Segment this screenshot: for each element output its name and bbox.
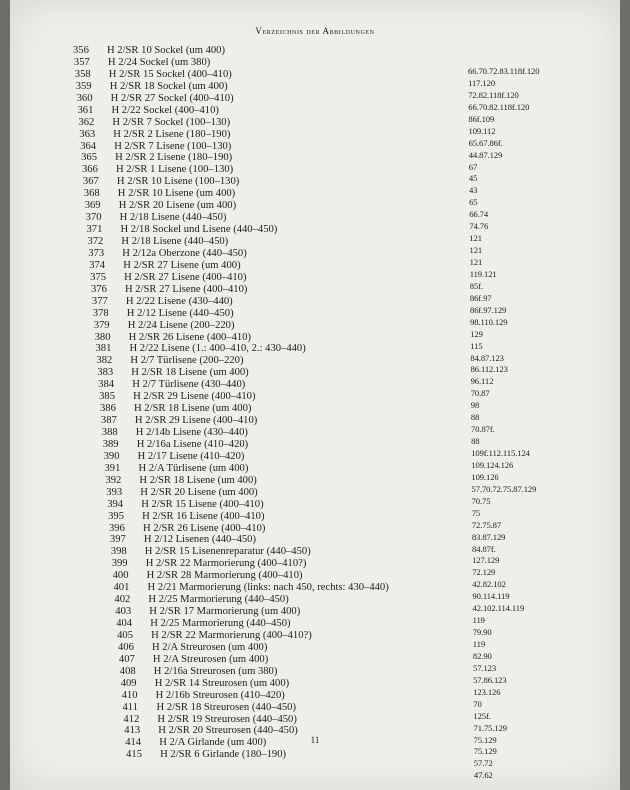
page-reference: 44.87.129 [468, 149, 503, 160]
figure-caption: H 2/SR 27 Lisene (um 400) [123, 259, 241, 271]
figure-number: 379 [93, 319, 110, 331]
figure-number: 408 [119, 665, 136, 677]
page-number: 11 [310, 735, 320, 745]
page-reference: 109.126 [471, 471, 499, 482]
figure-entry [107, 499, 407, 511]
figure-entry [84, 188, 384, 200]
figure-entry [111, 546, 411, 558]
figure-entry [78, 117, 378, 129]
figure-number: 363 [79, 128, 96, 140]
figure-number: 394 [107, 498, 124, 510]
figure-entry [93, 308, 393, 320]
figure-entry [83, 176, 383, 188]
figure-entry [96, 355, 396, 367]
figure-entry [97, 367, 397, 379]
figure-number: 381 [95, 343, 112, 355]
page-reference: 72.75.87 [471, 519, 502, 530]
figure-entry [81, 152, 381, 164]
page-reference: 125f. [473, 710, 491, 721]
figure-caption: H 2/SR 19 Streurosen (440–450) [157, 713, 297, 725]
figure-entry [108, 511, 408, 523]
page-reference: 70.87 [470, 388, 490, 399]
figure-caption: H 2/SR 20 Streurosen (440–450) [158, 725, 298, 737]
page-reference: 42.102.114.119 [472, 603, 525, 614]
figure-number: 403 [115, 606, 132, 618]
figure-number: 356 [73, 45, 89, 56]
figure-caption: H 2/SR 26 Lisene (400–410) [128, 331, 252, 343]
figure-number: 361 [77, 104, 94, 116]
page-reference: 45 [468, 173, 478, 184]
page-reference: 70.75 [471, 495, 491, 506]
figure-number: 404 [116, 618, 133, 629]
figure-caption: H 2/SR 10 Sockel (um 400) [107, 45, 226, 56]
figure-number: 396 [109, 522, 125, 534]
figure-caption: H 2/SR 27 Sockel (400–410) [110, 92, 234, 104]
figure-caption: H 2/A Streurosen (um 400) [152, 641, 268, 653]
figure-entry [78, 105, 378, 117]
figure-entry [116, 618, 416, 630]
figure-caption: H 2/SR 18 Lisene (um 400) [139, 474, 257, 486]
page-reference: 74.76 [469, 221, 489, 232]
figure-entry [96, 343, 396, 355]
figure-caption: H 2/16a Lisene (410–420) [136, 438, 249, 450]
figure-caption: H 2/SR 27 Lisene (400–410) [124, 271, 247, 283]
page-reference: 88 [470, 412, 480, 423]
figure-caption: H 2/12a Oberzone (440–450) [122, 247, 247, 259]
figure-caption: H 2/SR 16 Lisene (400–410) [142, 510, 265, 522]
figure-caption: H 2/22 Lisene (430–440) [125, 295, 233, 307]
figure-caption: H 2/A Türlisene (um 400) [138, 462, 249, 474]
figure-number: 362 [78, 116, 95, 128]
figure-caption: H 2/25 Marmorierung (440–450) [148, 594, 289, 606]
figure-caption: H 2/SR 10 Lisene (um 400) [117, 188, 236, 200]
figure-entry [117, 630, 417, 642]
figure-number: 378 [92, 307, 109, 319]
page-reference: 75.129 [473, 734, 497, 745]
figure-number: 413 [124, 725, 141, 737]
figure-entry [92, 296, 392, 308]
figure-entry [102, 427, 402, 439]
figure-number: 414 [125, 737, 142, 749]
figure-number: 368 [83, 188, 100, 200]
figure-entry [99, 391, 399, 403]
page-reference: 119 [472, 639, 486, 649]
figure-number: 412 [123, 713, 140, 725]
figure-number: 364 [80, 140, 97, 152]
figure-number: 384 [98, 379, 115, 391]
figure-caption: H 2/18 Lisene (440–450) [119, 212, 227, 224]
figure-entry [88, 248, 388, 260]
figure-number: 410 [121, 689, 138, 701]
figure-caption: H 2/SR 10 Lisene (100–130) [116, 176, 240, 188]
figure-caption: H 2/18 Lisene (440–450) [121, 236, 229, 247]
page-reference: 86f.97.129 [470, 304, 507, 315]
figure-entry [82, 164, 382, 176]
figure-number: 389 [102, 438, 119, 450]
figure-number: 382 [96, 355, 113, 367]
figure-number: 370 [85, 212, 102, 224]
page-reference: 121 [469, 257, 483, 267]
page-reference: 84.87f. [472, 543, 496, 554]
figure-number: 377 [91, 295, 108, 307]
figure-entry [77, 93, 377, 105]
document-page [10, 0, 620, 790]
figure-number: 401 [113, 582, 130, 594]
figure-number: 398 [110, 546, 127, 558]
page-reference: 72.82.118f.120 [468, 89, 519, 100]
figure-caption: H 2/24 Sockel (um 380) [107, 56, 211, 68]
page-reference: 72.129 [472, 567, 496, 578]
figure-entry [100, 403, 400, 415]
figure-caption: H 2/SR 18 Streurosen (440–450) [156, 701, 296, 713]
figure-caption: H 2/7 Türlisene (430–440) [132, 379, 246, 391]
figure-list [73, 45, 389, 761]
figure-number: 387 [100, 415, 117, 427]
figure-number: 358 [74, 68, 91, 80]
figure-caption: H 2/SR 29 Lisene (400–410) [133, 391, 256, 403]
figure-caption: H 2/SR 26 Lisene (400–410) [143, 522, 266, 534]
page-reference: 86f.97 [469, 292, 492, 303]
figure-number: 374 [89, 259, 106, 271]
figure-entry [114, 594, 414, 606]
figure-number: 359 [75, 80, 92, 92]
page-reference: 57.72 [473, 758, 493, 769]
figure-number: 391 [104, 462, 121, 474]
figure-entry [123, 702, 423, 714]
figure-caption: H 2/12 Lisenen (440–450) [143, 534, 257, 546]
figure-caption: H 2/SR 28 Marmorierung (400–410) [146, 570, 303, 582]
figure-entry [126, 749, 426, 761]
figure-entry [103, 439, 403, 451]
figure-caption: H 2/SR 22 Marmorierung (400–410?) [151, 629, 312, 641]
figure-caption: H 2/17 Lisene (410–420) [137, 450, 245, 462]
figure-entry [104, 451, 404, 463]
figure-number: 385 [99, 391, 115, 403]
page-reference: 88 [471, 436, 480, 447]
figure-number: 395 [108, 510, 124, 522]
figure-number: 376 [91, 283, 107, 295]
page-reference: 90.114.119 [472, 591, 510, 602]
figure-entry [123, 714, 423, 726]
page-reference: 83.87.129 [471, 531, 506, 542]
figure-entry [75, 69, 375, 81]
figure-caption: H 2/SR 18 Lisene (um 400) [134, 403, 252, 415]
figure-entry [94, 320, 394, 332]
figure-entry [105, 463, 405, 475]
figure-caption: H 2/SR 18 Lisene (um 400) [131, 367, 249, 379]
page-reference: 65 [469, 197, 478, 208]
page-reference: 123.126 [473, 686, 501, 697]
page-reference: 43 [469, 185, 478, 196]
page-references-column [468, 66, 608, 782]
page-reference: 98 [470, 400, 480, 411]
page-reference: 66.74 [469, 209, 489, 220]
page-reference: 66.70.72.83.118f.120 [468, 66, 540, 76]
figure-number: 402 [114, 594, 131, 606]
figure-number: 380 [94, 331, 111, 343]
figure-entry [113, 570, 413, 582]
figure-caption: H 2/SR 6 Girlande (180–190) [160, 749, 287, 761]
figure-number: 400 [112, 570, 129, 582]
page-reference: 109.112 [468, 125, 496, 136]
figure-entry [76, 81, 376, 93]
figure-number: 399 [111, 558, 128, 570]
page-reference: 82.90 [472, 650, 492, 661]
figure-number: 373 [88, 247, 105, 259]
figure-caption: H 2/SR 7 Lisene (100–130) [114, 140, 232, 152]
figure-number: 366 [82, 164, 98, 176]
figure-caption: H 2/SR 27 Lisene (400–410) [125, 283, 248, 295]
figure-entry [86, 212, 386, 224]
figure-entry [122, 690, 422, 702]
figure-number: 392 [105, 474, 122, 486]
figure-caption: H 2/SR 15 Sockel (400–410) [108, 68, 232, 80]
figure-caption: H 2/SR 20 Lisene (um 400) [140, 486, 258, 498]
figure-entry [105, 475, 405, 487]
figure-number: 369 [84, 200, 101, 212]
page-reference: 79.90 [472, 627, 492, 638]
figure-number: 409 [120, 677, 137, 689]
figure-entry [110, 534, 410, 546]
figure-caption: H 2/12 Lisene (440–450) [126, 307, 234, 319]
figure-number: 407 [118, 653, 135, 665]
figure-caption: H 2/A Streurosen (um 400) [152, 653, 269, 665]
figure-entry [95, 332, 395, 344]
figure-number: 365 [81, 152, 97, 164]
figure-caption: H 2/22 Lisene (1.: 400–410, 2.: 430–440) [129, 343, 306, 355]
figure-caption: H 2/SR 15 Lisene (400–410) [141, 498, 264, 510]
figure-entry [80, 141, 380, 153]
figure-caption: H 2/SR 15 Lisenenreparatur (440–450) [144, 546, 311, 558]
figure-number: 386 [100, 403, 116, 415]
page-reference: 98.110.129 [470, 316, 508, 327]
figure-number: 406 [118, 641, 134, 653]
figure-entry [114, 582, 414, 594]
figure-number: 405 [117, 629, 133, 641]
page-reference: 47.62 [473, 770, 493, 781]
figure-caption: H 2/21 Marmorierung (links: nach 450, rechts: 430–440) [147, 582, 389, 594]
figure-caption: H 2/SR 17 Marmorierung (um 400) [149, 606, 301, 618]
page-reference: 84.87.123 [470, 352, 504, 363]
page-reference: 96.112 [470, 376, 494, 387]
page-reference: 67 [468, 161, 478, 172]
figure-entry [120, 666, 420, 678]
figure-caption: H 2/SR 18 Sockel (um 400) [109, 80, 228, 92]
page-reference: 121 [469, 245, 483, 256]
figure-entry [118, 642, 418, 654]
figure-caption: H 2/SR 29 Lisene (400–410) [134, 415, 258, 427]
page-reference: 75 [471, 507, 481, 518]
figure-entry [74, 57, 374, 69]
figure-entry [115, 606, 415, 618]
page-reference: 115 [470, 340, 483, 351]
page-reference: 117.120 [468, 77, 496, 88]
figure-caption: H 2/SR 7 Sockel (100–130) [112, 116, 231, 128]
figure-number: 375 [90, 271, 106, 283]
figure-number: 390 [103, 450, 120, 462]
figure-caption: H 2/SR 2 Lisene (180–190) [113, 128, 231, 140]
figure-number: 372 [87, 236, 104, 247]
page-reference: 85f. [469, 280, 484, 291]
figure-entry [106, 487, 406, 499]
page-reference: 109.124.126 [471, 459, 514, 470]
figure-entry [98, 379, 398, 391]
page-reference: 71.75.129 [473, 722, 507, 733]
figure-number: 415 [126, 749, 142, 761]
figure-entry [87, 236, 387, 248]
figure-caption: H 2/18 Sockel und Lisene (440–450) [120, 224, 278, 236]
figure-number: 383 [97, 367, 114, 379]
figure-number: 397 [109, 534, 126, 546]
figure-caption: H 2/22 Sockel (400–410) [111, 104, 219, 116]
figure-caption: H 2/25 Marmorierung (440–450) [150, 618, 291, 629]
page-reference: 57.123 [473, 662, 497, 673]
figure-number: 371 [86, 224, 103, 236]
figure-number: 393 [106, 486, 123, 498]
figure-caption: H 2/A Girlande (um 400) [159, 737, 267, 749]
figure-entry [79, 129, 379, 141]
figure-entry [112, 558, 412, 570]
figure-entry [89, 260, 389, 272]
page-reference: 65.67.86f. [468, 137, 503, 148]
page-reference: 119.121 [469, 268, 497, 279]
page-header: Verzeichnis der Abbildungen [255, 26, 375, 36]
page-reference: 42.82.102 [472, 579, 506, 590]
figure-number: 411 [122, 701, 138, 713]
figure-caption: H 2/24 Lisene (200–220) [127, 319, 235, 331]
figure-caption: H 2/SR 20 Lisene (um 400) [118, 200, 237, 212]
figure-caption: H 2/SR 14 Streurosen (um 400) [154, 677, 290, 689]
page-reference: 129 [470, 328, 483, 339]
figure-number: 367 [82, 176, 99, 188]
page-reference: 57.70.72.75.87.129 [471, 483, 537, 494]
figure-entry [119, 654, 419, 666]
figure-number: 360 [76, 92, 93, 104]
figure-entry [101, 415, 401, 427]
figure-entry [109, 523, 409, 535]
figure-number: 388 [101, 427, 118, 438]
page-reference: 66.70.82.118f.120 [468, 101, 530, 112]
figure-number: 357 [73, 56, 90, 68]
page-reference: 127.129 [472, 555, 500, 566]
page-reference: 86f.109 [468, 113, 495, 124]
page-reference: 75.129 [473, 746, 497, 757]
page-reference: 70 [473, 698, 482, 709]
figure-caption: H 2/SR 2 Lisene (180–190) [115, 152, 233, 164]
figure-caption: H 2/SR 1 Lisene (100–130) [116, 164, 234, 176]
figure-caption: H 2/14b Lisene (430–440) [135, 427, 248, 438]
figure-caption: H 2/SR 22 Marmorierung (400–410?) [145, 558, 307, 570]
page-reference: 57.86.123 [473, 674, 507, 685]
figure-entry [90, 272, 390, 284]
figure-entry [73, 45, 373, 57]
figure-caption: H 2/16b Streurosen (410–420) [155, 689, 285, 701]
page-reference: 109f.112.115.124 [471, 448, 530, 458]
page-reference: 121 [469, 233, 482, 244]
figure-caption: H 2/16a Streurosen (um 380) [153, 665, 278, 677]
figure-entry [91, 284, 391, 296]
page-reference: 86.112.123 [470, 364, 508, 375]
figure-caption: H 2/7 Türlisene (200–220) [130, 355, 244, 367]
figure-entry [87, 224, 387, 236]
page-reference: 119 [472, 615, 485, 626]
page-reference: 70.87f. [471, 424, 495, 435]
figure-entry [85, 200, 385, 212]
figure-entry [121, 678, 421, 690]
